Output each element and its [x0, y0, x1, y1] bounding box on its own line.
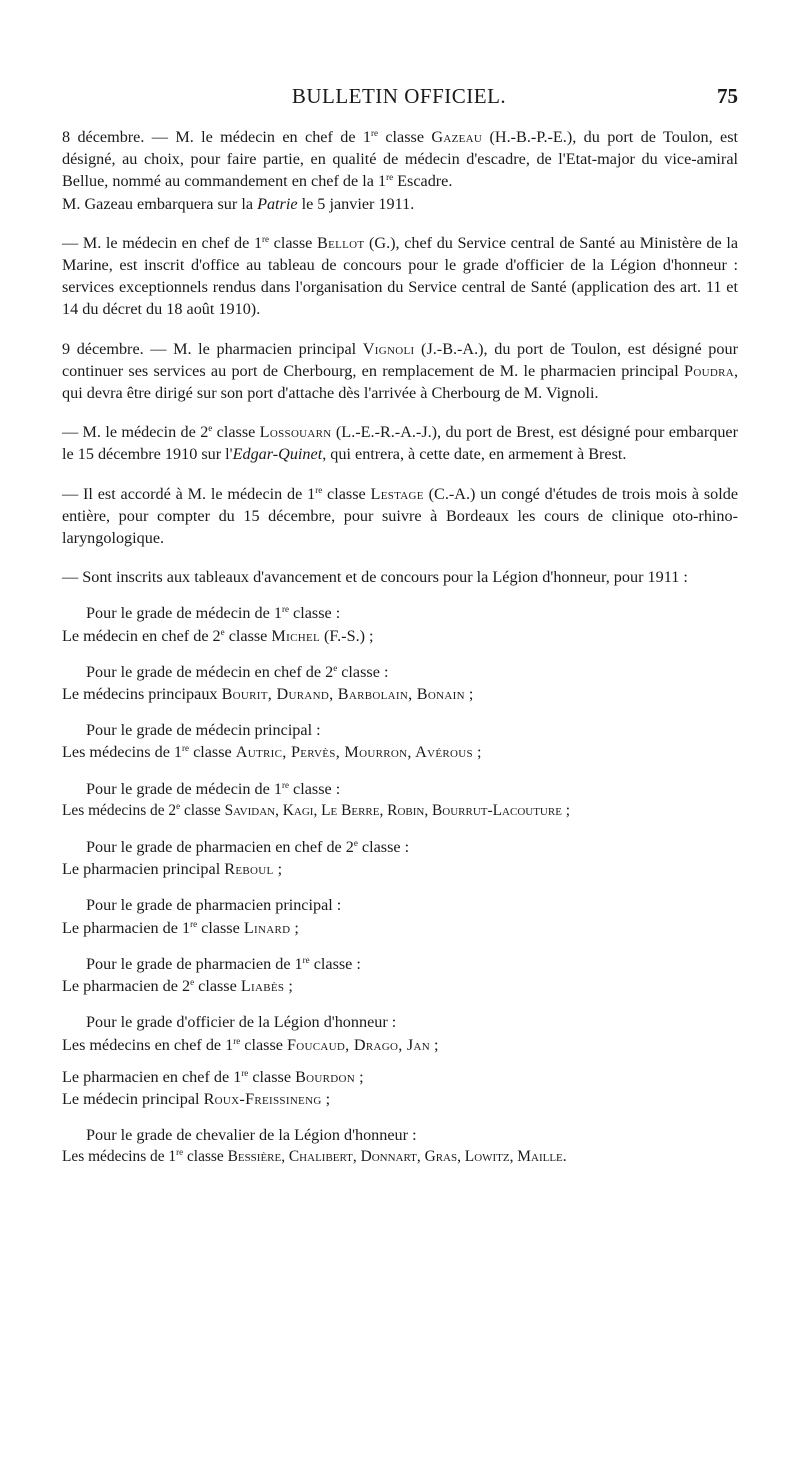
paragraph-lossouarn: — M. le médecin de 2e classe Lossouarn (L.-E.-R.-A.-J.), du port de Brest, est désigné pour embarquer le 15 décembre 1910 sur l'Edgar-Quinet, qui entrera, à cette date, en armement à Brest. [62, 423, 739, 464]
paragraph-bellot: — M. le médecin en chef de 1re classe Bellot (G.), chef du Service central de Santé au Ministère de la Marine, est inscrit d'office au tableau de concours pour le grade d'officier de la Légion d'honneur : services exceptionnels rendus dans l'organisation du Service central de Santé (application des art. 11 et 14 du décret du 18 août 1910). [62, 233, 738, 319]
page-number: 75 [717, 84, 738, 108]
list-entry: Le médecin en chef de 2e classe Michel (F.-S.) ; [62, 626, 374, 645]
list-entry: Le pharmacien de 2e classe Liabès ; [62, 977, 293, 996]
list-entry: Les médecins en chef de 1re classe Foucaud, Drago, Jan ; [62, 1035, 439, 1054]
list-entry: Le médecin principal Roux-Freissineng ; [62, 1089, 331, 1108]
paragraph-gazeau: 8 décembre. — M. le médecin en chef de 1re classe Gazeau (H.-B.-P.-E.), du port de Toulon, est désigné, au choix, pour faire partie, en qualité de médecin d'escadre, de l'Etat-major du vice-amiral Bellue, nommé au commandement en chef de la 1re Escadre. [62, 128, 739, 191]
list-heading: Pour le grade de médecin principal : [86, 721, 321, 740]
list-heading: Pour le grade d'officier de la Légion d'honneur : [86, 1013, 397, 1032]
list-heading: Pour le grade de pharmacien de 1re classe : [86, 954, 361, 973]
list-entry: Les médecins de 1re classe Autric, Pervès, Mourron, Avérous ; [62, 743, 482, 762]
paragraph-vignoli: 9 décembre. — M. le pharmacien principal Vignoli (J.-B.-A.), du port de Toulon, est désigné pour continuer ses services au port de Cherbourg, en remplacement de M. le pharmacien principal Poudra, qui devra être dirigé sur son port d'attache dès l'arrivée à Cherbourg de M. Vignoli. [62, 339, 738, 403]
list-heading: Pour le grade de chevalier de la Légion d'honneur : [86, 1126, 417, 1145]
page-header [60, 84, 738, 114]
list-entry: Le pharmacien principal Reboul ; [62, 860, 283, 879]
running-title: BULLETIN OFFICIEL. [291, 84, 507, 108]
list-entry: Le médecins principaux Bourit, Durand, Barbolain, Bonain ; [62, 685, 474, 704]
list-heading: Pour le grade de médecin de 1re classe : [86, 604, 341, 623]
paragraph-tableaux: — Sont inscrits aux tableaux d'avancement et de concours pour la Légion d'honneur, pour 1911 : [62, 568, 688, 587]
paragraph-gazeau-embark: M. Gazeau embarquera sur la Patrie le 5 janvier 1911. [62, 194, 415, 213]
list-heading: Pour le grade de pharmacien principal : [86, 896, 342, 915]
list-entry: Le pharmacien en chef de 1re classe Bourdon ; [62, 1067, 364, 1086]
list-entry: Le pharmacien de 1re classe Linard ; [62, 918, 299, 937]
list-heading: Pour le grade de médecin en chef de 2e classe : [86, 662, 389, 681]
list-heading: Pour le grade de médecin de 1re classe : [86, 779, 341, 798]
paragraph-lestage: — Il est accordé à M. le médecin de 1re classe Lestage (C.-A.) un congé d'études de trois mois à solde entière, pour compter du 15 décembre, pour suivre à Bordeaux les cours de clinique oto-rhino-laryngologique. [62, 484, 739, 548]
list-heading: Pour le grade de pharmacien en chef de 2e classe : [86, 838, 410, 857]
body-text [62, 126, 738, 1169]
list-entry: Les médecins de 1re classe Bessière, Chalibert, Donnart, Gras, Lowitz, Maille. [62, 1147, 567, 1166]
list-entry: Les médecins de 2e classe Savidan, Kagi, Le Berre, Robin, Bourrut-Lacouture ; [62, 800, 571, 819]
